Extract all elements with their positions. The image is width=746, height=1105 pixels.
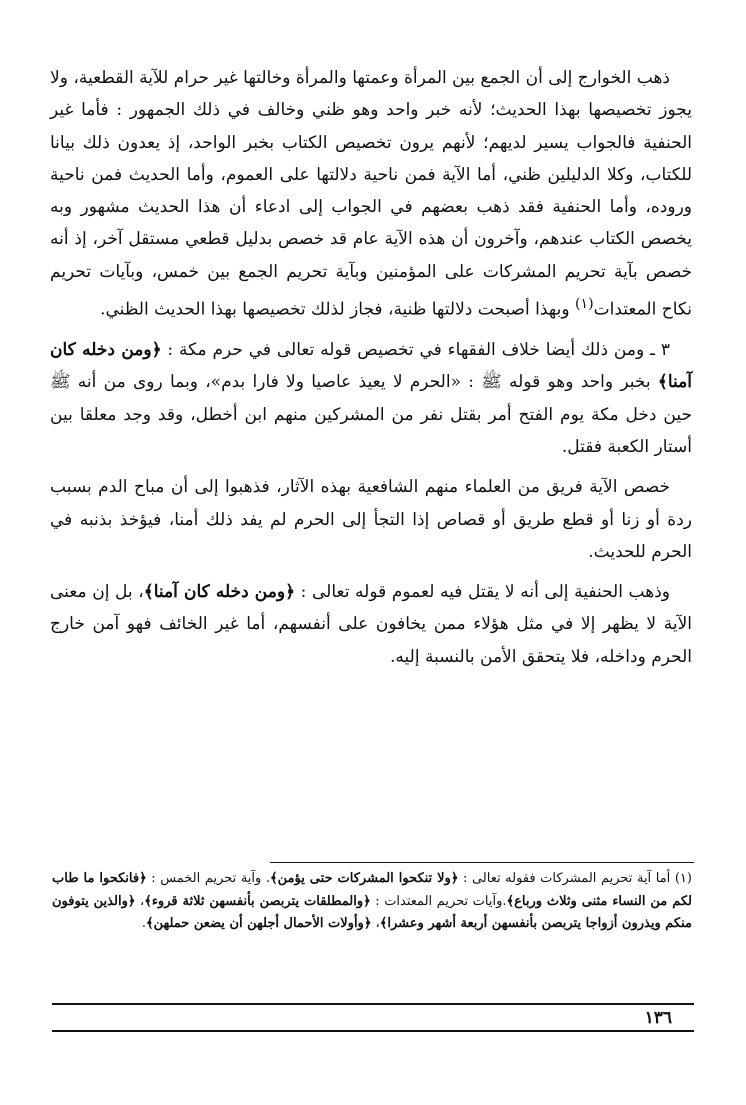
page-number: ١٣٦: [644, 1008, 672, 1028]
footnote-marker: (١): [674, 871, 692, 886]
footnote-text: أما آية تحريم المشركات فقوله تعالى :: [458, 871, 675, 886]
quran-verse: ﴿وأولات الأحمال أجلهن أن يضعن حملهن﴾: [145, 916, 372, 931]
quran-verse: ﴿ومن دخله كان آمنا﴾: [50, 340, 692, 393]
paragraph-text: ٣ ـ ومن ذلك أيضا خلاف الفقهاء في تخصيص قوله تعالى في حرم مكة :: [161, 340, 671, 361]
paragraph-khawarij-jumhur: [50, 62, 692, 326]
footnote-text: .وآيات تحريم المعتدات :: [370, 893, 507, 909]
footnote-separator: [270, 862, 694, 863]
paragraph-text: بخبر واحد وهو قوله ﷺ : «الحرم لا يعيذ عاصيا ولا فارا بدم»، وبما روى من أنه ﷺ حين دخل مكة يوم الفتح أمر بقتل نفر من المشركين منهم ابن أخطل، وقد وجد معلقا بين أستار الكعبة فقتل.: [50, 372, 692, 457]
footnote-text: ،: [135, 893, 145, 909]
paragraph-haram-makkah: [50, 334, 692, 463]
paragraph-text: ، بل إن معنى الآية لا يظهر إلا في مثل هؤلاء ممن يخافون على أنفسهم، أما غير الخائف فهو آمن خارج الحرم وداخله، فلا يتحقق الأمن بالنسبة إليه.: [50, 582, 692, 667]
quran-verse: ﴿فانكحوا ما طاب لكم من النساء مثنى وثلاث ورباع﴾: [52, 871, 692, 909]
footnote-text: . وآية تحريم الخمس :: [146, 871, 271, 886]
footnote-text: ،: [371, 916, 380, 931]
quran-verse: ﴿والمطلقات يتربصن بأنفسهن ثلاثة قروء﴾: [144, 893, 371, 909]
paragraph-text: خصص الآية فريق من العلماء منهم الشافعية بهذه الآثار، فذهبوا إلى أن مباح الدم بسبب ردة أو زنا أو قطع طريق أو قصاص إذا التجأ إلى الحرم لم يفد ذلك أمنا، فيؤخذ بذنبه في الحرم للحديث.: [50, 477, 692, 562]
paragraph-text: وبهذا أصبحت دلالتها ظنية، فجاز لذلك تخصيصها بهذا الحديث الظني.: [100, 299, 575, 320]
paragraph-shafiiyya: [50, 471, 692, 568]
footnote-reference: (١): [574, 296, 594, 313]
quran-verse: ﴿ومن دخله كان آمنا﴾: [143, 582, 296, 603]
footnote-block: [52, 868, 692, 936]
quran-verse: ﴿ولا تنكحوا المشركات حتى يؤمن﴾: [270, 871, 459, 886]
paragraph-hanafiyya: [50, 576, 692, 673]
page-footer-rule-top: [52, 1003, 694, 1005]
paragraph-text: ذهب الخوارج إلى أن الجمع بين المرأة وعمتها والمرأة وخالتها غير حرام للآية القطعية، ولا يجوز تخصيصها بهذا الحديث؛ لأنه خبر واحد وهو ظني وخالف في ذلك الجمهور : فأما غير الحنفية فالجواب يسير لديهم؛ لأنهم يرون تخصيص الكتاب بخبر الواحد، إذ يعدون ذلك بيانا للكتاب، وكلا الدليلين ظني، أما الآية فمن ناحية دلالتها على العموم، وأما الحديث فمن ناحية وروده، وأما الحنفية فقد ذهب بعضهم في الجواب إلى ادعاء أن هذا الحديث مشهور وبه يخصص الكتاب عندهم، وآخرون أن هذه الآية عام قد خصص بدليل قطعي مستقل آخر، إذ أنه خصص بآية تحريم المشركات على المؤمنين وبآية تحريم الجمع بين خمس، وبآيات تحريم نكاح المعتدات: [50, 68, 692, 320]
page-footer-rule-bottom: [52, 1030, 694, 1032]
footnote-text: .: [141, 916, 146, 931]
quran-verse: ﴿والذين يتوفون منكم ويذرون أزواجا يتربصن بأنفسهن أربعة أشهر وعشرا﴾: [52, 893, 692, 931]
main-body-text: [50, 62, 692, 673]
paragraph-text: وذهب الحنفية إلى أنه لا يقتل فيه لعموم قوله تعالى :: [295, 582, 670, 603]
